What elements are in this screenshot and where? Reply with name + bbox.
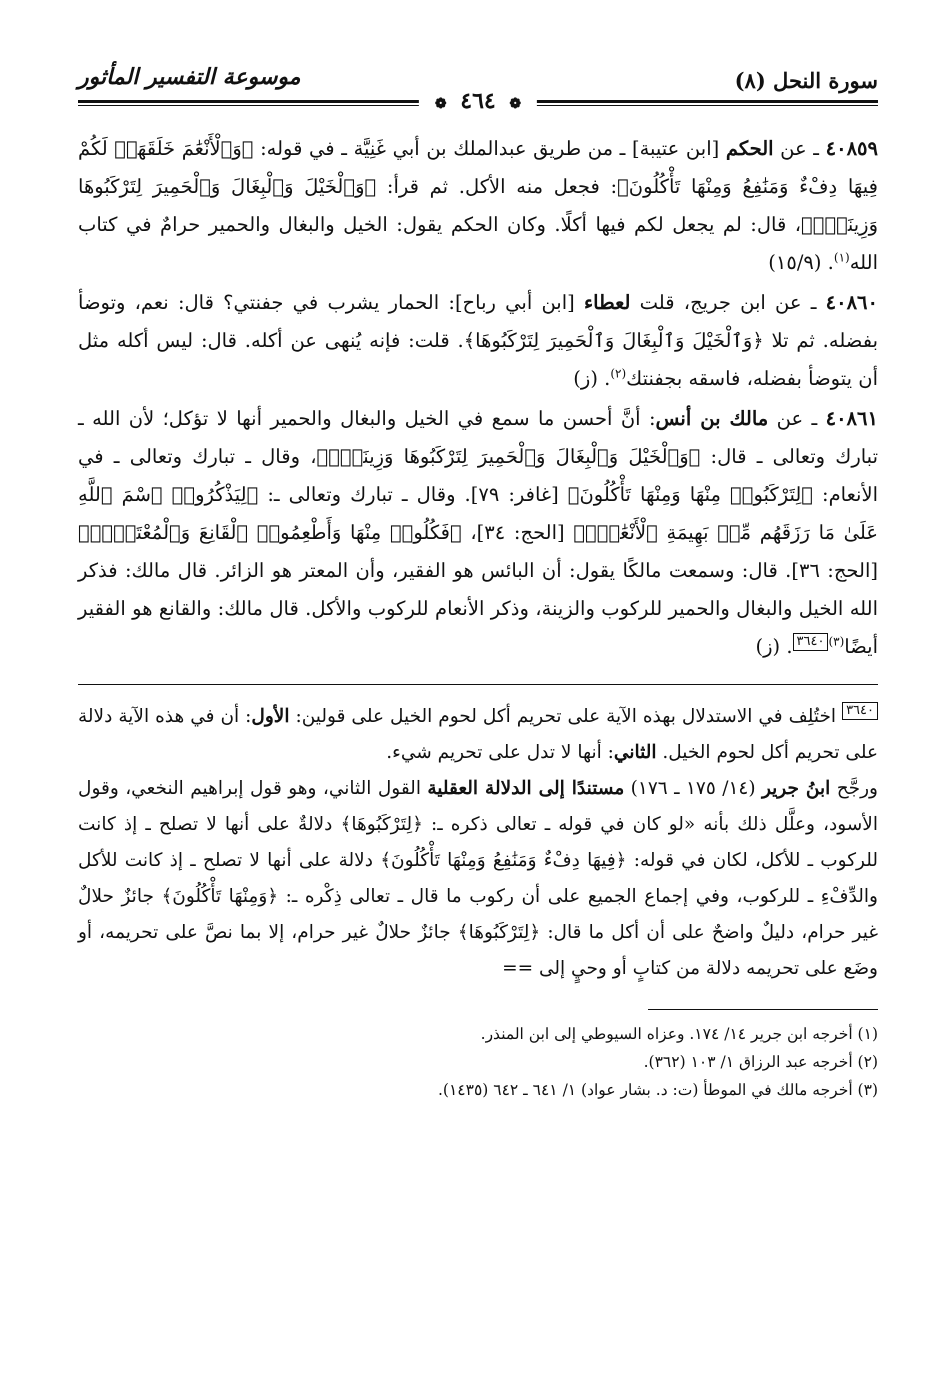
book-title: موسوعة التفسير المأثور [78,64,301,90]
source-ref: (ز) [755,635,781,658]
page-header [78,60,878,130]
page-number: ٤٦٤ [460,88,496,114]
text-run: [الحج: ٣٤]، [461,521,574,544]
text-run: ـ عن [773,137,826,160]
note-number-box: ٣٦٤٠ [842,702,878,720]
text-run: ورجَّح [830,778,878,799]
text-run: [غافر: ٧٩]. وقال ـ تبارك وتعالى ـ: [258,483,568,506]
text-run: : أن في هذه الآية دلالة على تحريم أكل لحوم الخيل. [78,706,878,763]
ornament-icon: ❁ [509,96,522,112]
hadith-number: ٤٠٨٦١ [825,407,878,430]
text-run: دلالة على أنها لا تصلح ـ إذ كانت للأكل والدِّفْءِ ـ للركوب، وفي إجماع الجميع على أن ركوب ما قال ـ تعالى ذِكْره ـ: [78,850,878,907]
text-run: : أنَّ أحسن ما سمع في الخيل والبغال والحمير أنها لا تؤكل؛ لأن الله ـ تبارك وتعالى ـ قال: [78,407,878,468]
text-run: : أنها لا تدل على تحريم شيء. [386,742,614,763]
text-run: دلالةٌ على أنها لا تصلح ـ إذ كانت للركوب ـ للأكل، لكان في قوله: [78,814,878,871]
text-run: اختُلِف في الاستدلال بهذه الآية على تحريم أكل لحوم الخيل على قولين: [289,706,837,727]
editor-note [78,699,878,987]
quran-verse: ﴿وَٱلْأَنْعَٰمَ خَلَقَهَاۗ لَكُمْ فِيهَا دِفْءٌ وَمَنَٰفِعُ وَمِنْهَا تَأْكُلُونَ﴾ [78,137,878,198]
quran-verse: ﴿لِتَرْكَبُوا۟ مِنْهَا وَمِنْهَا تَأْكُلُونَ﴾ [567,483,813,506]
text-run: [ابن أبي رباح]: الحمار يشرب في جفنتي؟ قال: نعم، وتوضأ بفضله. ثم تلا [78,291,878,352]
quran-verse: ﴿فِيهَا دِفْءٌ وَمَنَٰفِعُ وَمِنْهَا تَأْكُلُونَ﴾ [380,850,627,871]
bold-name: الحكم [725,137,774,160]
bold-name: لعطاء [583,291,631,314]
footnote-ref: (٢) [610,366,627,381]
source-ref: (ز) [573,367,598,390]
hadith-list [78,130,878,666]
text-run: . [597,367,611,390]
text-run: (١٤/ ١٧٥ ـ ١٧٦) [624,778,762,799]
text-run: ـ عن ابن جريج، قلت [630,291,826,314]
bold-name: مالك بن أنس [655,407,769,430]
footnote: (٢) أخرجه عبد الرزاق ١/ ١٠٣ (٣٦٢). [643,1053,878,1071]
footnote: (١) أخرجه ابن جرير ١٤/ ١٧٤. وعزاه السيوطي إلى ابن المنذر. [480,1025,878,1043]
footnotes [78,1020,878,1104]
footnote: (٣) أخرجه مالك في الموطأ (ت: د. بشار عواد) ١/ ٦٤١ ـ ٦٤٢ (١٤٣٥). [437,1081,878,1099]
quran-verse: ﴿وَٱلْخَيْلَ وَٱلْبِغَالَ وَٱلْحَمِيرَ لِتَرْكَبُوهَا وَزِينَةًۚ﴾ [316,445,701,468]
ornament-icon: ❁ [434,96,447,112]
quran-verse: ﴿فَكُلُوا۟ مِنْهَا وَأَطْعِمُوا۟ ٱلْقَانِعَ وَٱلْمُعْتَرَّۚ﴾ [78,521,462,544]
text-run: : فجعل منه الأكل. ثم قرأ: [376,175,618,198]
text-run: . قلت: فإنه يُنهى عن أكله. قال: ليس أكله مثل أن يتوضأ بفضله، فاسقه بجفنتك [78,329,878,390]
hadith-number: ٤٠٨٥٩ [825,137,878,160]
bold-name: الثاني [613,742,657,763]
text-run: . [821,251,834,274]
note-separator [78,684,878,685]
footnote-ref: (١) [833,250,850,265]
bold-name: مستندًا إلى الدلالة العقلية [427,778,625,799]
note-ref-box: ٣٦٤٠ [793,633,829,651]
quran-verse: ﴿وَٱلْخَيْلَ وَٱلْبِغَالَ وَٱلْحَمِيرَ لِتَرْكَبُوهَا﴾ [463,329,764,352]
text-run: ، قال: لم يجعل لكم فيها أكلًا. وكان الحكم يقول: الخيل والبغال والحمير حرامٌ في كتاب الله [78,213,878,274]
hadith-entry [78,130,878,282]
footnote-separator [648,1009,878,1010]
source-ref: (١٥/٩) [768,251,822,274]
quran-verse: ﴿لِيَذْكُرُوا۟ ٱسْمَ ٱللَّهِ عَلَىٰ مَا رَزَقَهُم مِّنۢ بَهِيمَةِ ٱلْأَنْعَٰمِۗ﴾ [78,483,879,544]
quran-verse: ﴿وَمِنْهَا تَأْكُلُونَ﴾ [161,886,279,907]
hadith-entry [78,400,878,666]
text-run: القول الثاني، وهو قول إبراهيم النخعي، وقول الأسود، وعلَّل ذلك بأنه «لو كان في قوله ـ تعالى ذكره ـ: [78,778,879,835]
footnote-ref: (٣) [828,634,845,649]
bold-name: الأول [251,706,290,727]
quran-verse: ﴿وَٱلْخَيْلَ وَٱلْبِغَالَ وَٱلْحَمِيرَ لِتَرْكَبُوهَا وَزِينَةًۚ﴾ [78,175,878,236]
bold-name: ابنُ جرير [761,778,831,799]
text-run: ـ عن [768,407,826,430]
note-paragraph [78,771,878,987]
surah-title: سورة النحل (٨) [734,68,878,93]
text-run: ، وقال ـ تبارك وتعالى ـ في الأنعام: [78,445,878,506]
text-run: جائزٌ حلالٌ غير حرام، دليلٌ واضحٌ على أن أكل ما قال: [78,886,879,943]
text-run: [الحج: ٣٦]. قال: وسمعت مالكًا يقول: أن البائس هو الفقير، وأن المعتر هو الزائر. قال مالك: فذكر الله الخيل والبغال والحمير للركوب والزينة، وذكر الأنعام للركوب والأكل. قال مالك: والقانع هو الفقير أيضًا [78,559,878,658]
quran-verse: ﴿لِتَرْكَبُوهَا﴾ [340,814,423,835]
quran-verse: ﴿لِتَرْكَبُوهَا﴾ [457,922,541,943]
page-number-block [419,88,537,114]
text-run: [ابن عتيبة] ـ من طريق عبدالملك بن أبي غَنِيَّة ـ في قوله: [253,137,726,160]
text-run: جائزٌ حلالٌ غير حرام، إلا بما نصَّ على تحريمه، أو وضَع على تحريمه دلالة من كتابٍ أو وحيٍ إلى == [78,922,878,979]
hadith-entry [78,284,878,398]
note-paragraph [78,699,878,771]
hadith-number: ٤٠٨٦٠ [825,291,879,314]
text-run: . [780,635,793,658]
document-page [78,60,878,1360]
